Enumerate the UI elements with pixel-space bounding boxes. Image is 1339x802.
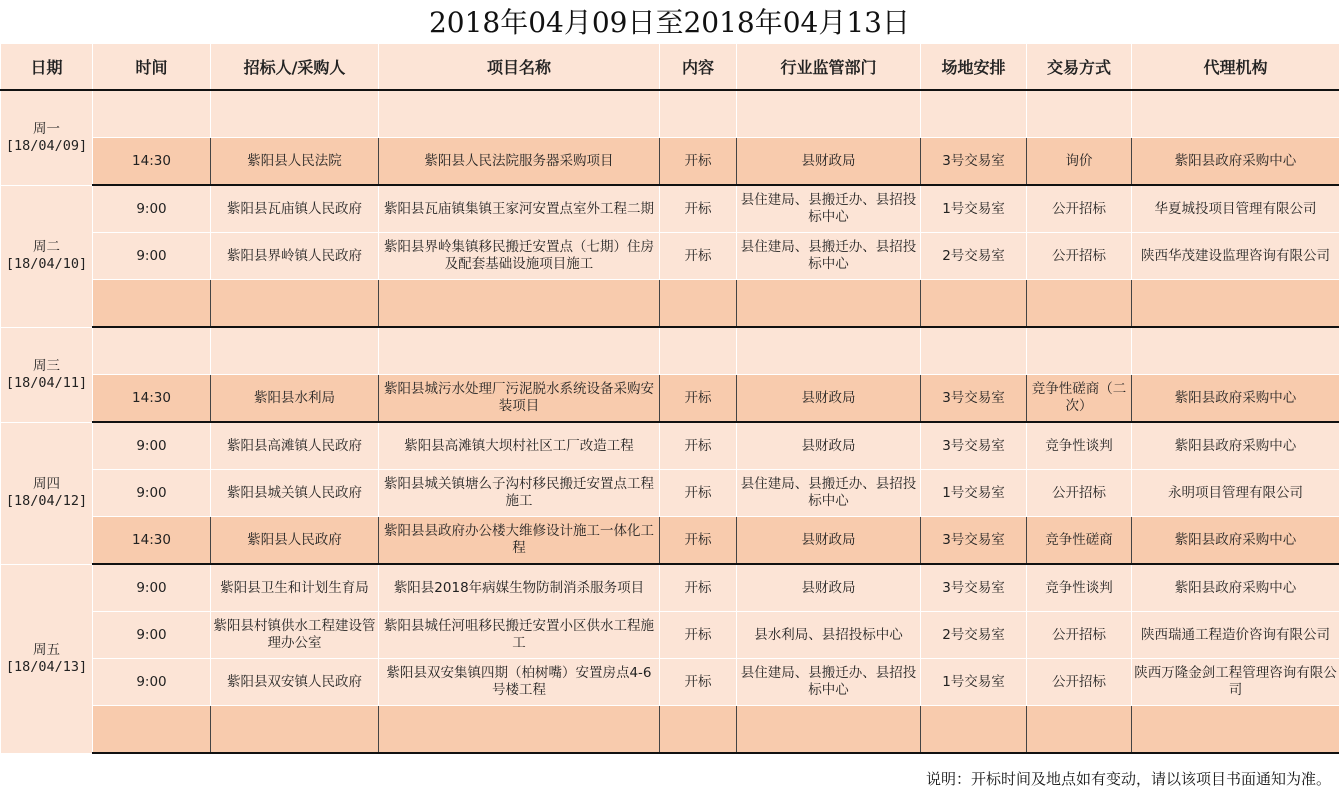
cell-content (660, 90, 737, 138)
cell-purchaser: 紫阳县高滩镇人民政府 (211, 422, 379, 470)
cell-purchaser: 紫阳县城关镇人民政府 (211, 470, 379, 517)
cell-method: 公开招标 (1027, 659, 1132, 706)
cell-venue: 1号交易室 (921, 659, 1027, 706)
cell-agency: 华夏城投项目管理有限公司 (1132, 185, 1339, 233)
cell-regulator: 县财政局 (737, 564, 921, 612)
cell-regulator (737, 280, 921, 328)
cell-purchaser (211, 327, 379, 375)
header-date: 日期 (1, 44, 93, 90)
cell-venue: 3号交易室 (921, 422, 1027, 470)
cell-agency: 紫阳县政府采购中心 (1132, 517, 1339, 565)
cell-content: 开标 (660, 375, 737, 423)
day-date: [18/04/09] (5, 137, 88, 154)
cell-project (379, 327, 660, 375)
header-regulator: 行业监管部门 (737, 44, 921, 90)
day-date: [18/04/10] (5, 256, 88, 272)
cell-venue: 3号交易室 (921, 564, 1027, 612)
cell-project: 紫阳县双安集镇四期（柏树嘴）安置房点4-6号楼工程 (379, 659, 660, 706)
cell-purchaser: 紫阳县瓦庙镇人民政府 (211, 185, 379, 233)
cell-project: 紫阳县瓦庙镇集镇王家河安置点室外工程二期 (379, 185, 660, 233)
cell-time: 9:00 (93, 422, 211, 470)
cell-agency: 永明项目管理有限公司 (1132, 470, 1339, 517)
table-row (1, 233, 1339, 280)
cell-agency (1132, 280, 1339, 328)
day-cell (1, 90, 93, 185)
cell-time: 9:00 (93, 659, 211, 706)
cell-content: 开标 (660, 138, 737, 186)
schedule-body (1, 90, 1339, 753)
cell-regulator: 县住建局、县搬迁办、县招投标中心 (737, 659, 921, 706)
day-label: 周四 (33, 476, 60, 492)
table-row (1, 280, 1339, 328)
cell-venue: 3号交易室 (921, 138, 1027, 186)
cell-method: 公开招标 (1027, 185, 1132, 233)
cell-method (1027, 706, 1132, 754)
cell-regulator: 县财政局 (737, 138, 921, 186)
cell-project: 紫阳县城关镇塘么子沟村移民搬迁安置点工程施工 (379, 470, 660, 517)
cell-time: 14:30 (93, 138, 211, 186)
day-cell (1, 564, 93, 753)
cell-purchaser: 紫阳县界岭镇人民政府 (211, 233, 379, 280)
cell-agency: 紫阳县政府采购中心 (1132, 138, 1339, 186)
header-project: 项目名称 (379, 44, 660, 90)
cell-time: 9:00 (93, 185, 211, 233)
header-content: 内容 (660, 44, 737, 90)
cell-agency: 陕西万隆金剑工程管理咨询有限公司 (1132, 659, 1339, 706)
page-title: 2018年04月09日至2018年04月13日 (428, 6, 911, 39)
day-label: 周五 (33, 641, 60, 658)
table-row (1, 375, 1339, 423)
day-date: [18/04/13] (5, 658, 88, 675)
cell-method: 竞争性谈判 (1027, 564, 1132, 612)
cell-agency: 紫阳县政府采购中心 (1132, 375, 1339, 423)
cell-venue (921, 706, 1027, 754)
cell-agency: 紫阳县政府采购中心 (1132, 564, 1339, 612)
header-method: 交易方式 (1027, 44, 1132, 90)
cell-venue (921, 280, 1027, 328)
day-date: [18/04/12] (5, 493, 88, 509)
table-row (1, 659, 1339, 706)
cell-agency: 紫阳县政府采购中心 (1132, 422, 1339, 470)
day-cell (1, 422, 93, 564)
cell-time (93, 280, 211, 328)
cell-purchaser (211, 280, 379, 328)
cell-project (379, 706, 660, 754)
cell-agency (1132, 90, 1339, 138)
cell-method: 询价 (1027, 138, 1132, 186)
cell-method: 竞争性磋商（二次） (1027, 375, 1132, 423)
cell-project: 紫阳县界岭集镇移民搬迁安置点（七期）住房及配套基础设施项目施工 (379, 233, 660, 280)
table-row (1, 90, 1339, 138)
cell-venue (921, 90, 1027, 138)
table-row (1, 564, 1339, 612)
cell-agency: 陕西瑞通工程造价咨询有限公司 (1132, 612, 1339, 659)
cell-agency: 陕西华茂建设监理咨询有限公司 (1132, 233, 1339, 280)
cell-content (660, 706, 737, 754)
cell-time: 14:30 (93, 375, 211, 423)
cell-regulator: 县住建局、县搬迁办、县招投标中心 (737, 185, 921, 233)
day-cell (1, 327, 93, 422)
cell-purchaser: 紫阳县人民政府 (211, 517, 379, 565)
cell-method: 公开招标 (1027, 233, 1132, 280)
cell-venue: 1号交易室 (921, 470, 1027, 517)
cell-time (93, 90, 211, 138)
header-agency: 代理机构 (1132, 44, 1339, 90)
schedule-table (0, 44, 1339, 754)
cell-regulator (737, 327, 921, 375)
cell-method (1027, 90, 1132, 138)
cell-agency (1132, 706, 1339, 754)
header-time: 时间 (93, 44, 211, 90)
cell-content: 开标 (660, 185, 737, 233)
day-cell (1, 185, 93, 327)
cell-venue: 3号交易室 (921, 375, 1027, 423)
cell-time: 14:30 (93, 517, 211, 565)
cell-time (93, 327, 211, 375)
cell-time: 9:00 (93, 470, 211, 517)
cell-purchaser: 紫阳县人民法院 (211, 138, 379, 186)
cell-project (379, 90, 660, 138)
cell-regulator: 县财政局 (737, 517, 921, 565)
cell-regulator: 县住建局、县搬迁办、县招投标中心 (737, 470, 921, 517)
cell-purchaser: 紫阳县双安镇人民政府 (211, 659, 379, 706)
cell-purchaser (211, 90, 379, 138)
cell-purchaser: 紫阳县村镇供水工程建设管理办公室 (211, 612, 379, 659)
cell-regulator: 县财政局 (737, 422, 921, 470)
cell-venue: 1号交易室 (921, 185, 1027, 233)
header-venue: 场地安排 (921, 44, 1027, 90)
cell-method: 竞争性谈判 (1027, 422, 1132, 470)
cell-venue: 2号交易室 (921, 233, 1027, 280)
table-row (1, 612, 1339, 659)
cell-agency (1132, 327, 1339, 375)
table-row (1, 422, 1339, 470)
cell-time: 9:00 (93, 564, 211, 612)
cell-method: 公开招标 (1027, 470, 1132, 517)
cell-venue: 3号交易室 (921, 517, 1027, 565)
day-label: 周一 (33, 120, 60, 137)
cell-time: 9:00 (93, 233, 211, 280)
cell-content: 开标 (660, 612, 737, 659)
cell-venue: 2号交易室 (921, 612, 1027, 659)
cell-time: 9:00 (93, 612, 211, 659)
cell-purchaser (211, 706, 379, 754)
day-date: [18/04/11] (5, 374, 88, 391)
header-purchaser: 招标人/采购人 (211, 44, 379, 90)
cell-regulator: 县住建局、县搬迁办、县招投标中心 (737, 233, 921, 280)
cell-content (660, 280, 737, 328)
cell-method: 公开招标 (1027, 612, 1132, 659)
cell-content: 开标 (660, 659, 737, 706)
table-row (1, 470, 1339, 517)
cell-project: 紫阳县高滩镇大坝村社区工厂改造工程 (379, 422, 660, 470)
cell-content: 开标 (660, 422, 737, 470)
cell-project (379, 280, 660, 328)
cell-time (93, 706, 211, 754)
cell-project: 紫阳县城任河咀移民搬迁安置小区供水工程施工 (379, 612, 660, 659)
cell-purchaser: 紫阳县卫生和计划生育局 (211, 564, 379, 612)
table-row (1, 185, 1339, 233)
cell-regulator (737, 90, 921, 138)
cell-content: 开标 (660, 564, 737, 612)
cell-project: 紫阳县县政府办公楼大维修设计施工一体化工程 (379, 517, 660, 565)
table-row (1, 327, 1339, 375)
cell-regulator (737, 706, 921, 754)
cell-content: 开标 (660, 470, 737, 517)
cell-method: 竞争性磋商 (1027, 517, 1132, 565)
cell-purchaser: 紫阳县水利局 (211, 375, 379, 423)
header-row (1, 44, 1339, 90)
cell-project: 紫阳县人民法院服务器采购项目 (379, 138, 660, 186)
cell-project: 紫阳县城污水处理厂污泥脱水系统设备采购安装项目 (379, 375, 660, 423)
cell-method (1027, 280, 1132, 328)
footer-note: 说明：开标时间及地点如有变动，请以该项目书面通知为准。 (925, 770, 1331, 788)
cell-content (660, 327, 737, 375)
day-label: 周三 (33, 357, 60, 374)
cell-method (1027, 327, 1132, 375)
table-row (1, 138, 1339, 186)
day-label: 周二 (33, 239, 60, 255)
table-row (1, 517, 1339, 565)
table-row (1, 706, 1339, 754)
cell-content: 开标 (660, 517, 737, 565)
cell-venue (921, 327, 1027, 375)
cell-content: 开标 (660, 233, 737, 280)
cell-project: 紫阳县2018年病媒生物防制消杀服务项目 (379, 564, 660, 612)
cell-regulator: 县财政局 (737, 375, 921, 423)
cell-regulator: 县水利局、县招投标中心 (737, 612, 921, 659)
